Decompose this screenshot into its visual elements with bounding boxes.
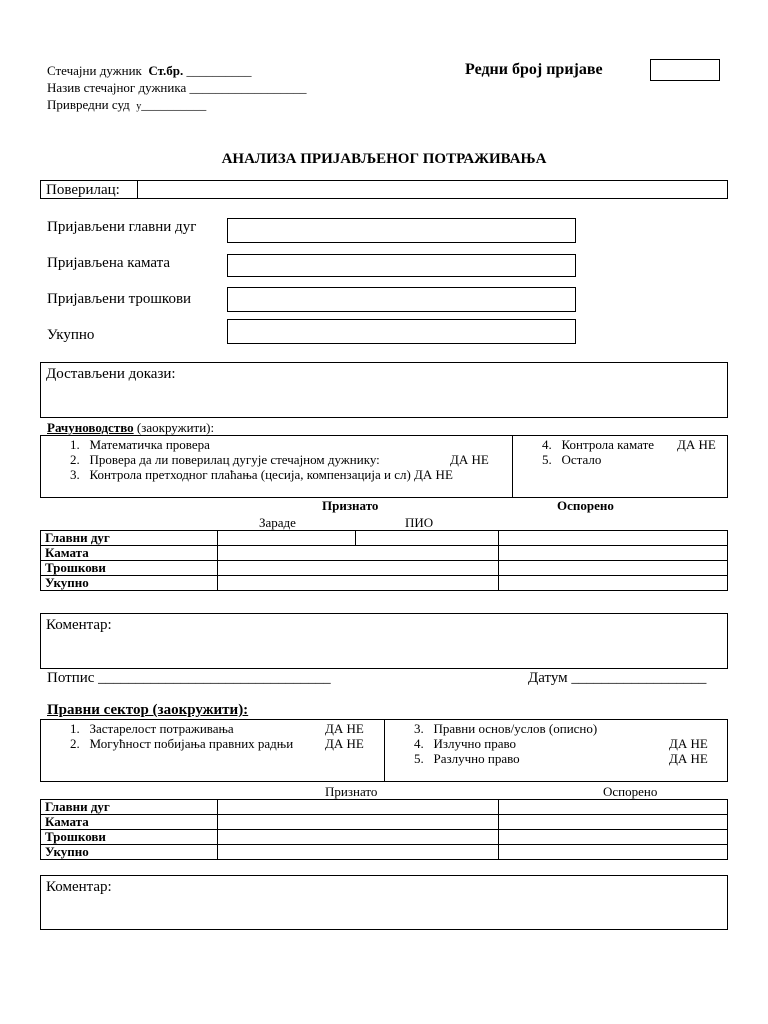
row-label: Трошкови <box>41 561 218 576</box>
accounting-sub-pio: ПИО <box>405 515 434 530</box>
legal-heading: Правни сектор (заокружити): <box>47 702 249 718</box>
row-label: Укупно <box>41 845 218 860</box>
principal-field[interactable] <box>227 218 576 243</box>
accounting-table <box>40 530 728 591</box>
debtor-label: Стечајни дужник <box>47 63 142 78</box>
table-row <box>41 546 728 561</box>
date-field[interactable]: __________________ <box>571 670 707 686</box>
costs-field[interactable] <box>227 287 576 312</box>
cell-wages[interactable] <box>217 531 355 546</box>
row-label: Укупно <box>41 576 218 591</box>
legal-item-4-yn[interactable]: ДА НЕ <box>669 736 708 751</box>
court-field[interactable]: __________ <box>141 97 207 112</box>
legal-item-2: 2. Могућност побијања правних радњи ДА НЕ <box>70 736 364 751</box>
cell-pio[interactable] <box>355 531 499 546</box>
interest-field[interactable] <box>227 254 576 277</box>
creditor-box <box>40 180 728 199</box>
interest-label: Пријављена камата <box>47 255 171 271</box>
signature-line <box>47 670 331 687</box>
debtor-name-field[interactable]: __________________ <box>189 80 307 95</box>
evidence-box[interactable] <box>40 362 728 418</box>
accounting-comment-label: Коментар: <box>46 617 112 633</box>
legal-item-4: 4. Излучно право ДА НЕ <box>414 736 708 751</box>
cell-disputed[interactable] <box>499 546 728 561</box>
legal-item-1-yn[interactable]: ДА НЕ <box>325 721 364 736</box>
total-label: Укупно <box>47 327 95 343</box>
creditor-label: Поверилац: <box>46 182 120 198</box>
court-label: Привредни суд <box>47 97 130 112</box>
debtor-name-label: Назив стечајног дужника <box>47 80 187 95</box>
page-title: АНАЛИЗА ПРИЈАВЉЕНОГ ПОТРАЖИВАЊА <box>221 151 547 167</box>
cell-disputed[interactable] <box>499 830 728 845</box>
cell-recognized[interactable] <box>217 546 499 561</box>
table-row <box>41 531 728 546</box>
row-label: Главни дуг <box>41 531 218 546</box>
accounting-item-2-yn[interactable]: ДА НЕ <box>450 452 489 467</box>
debtor-line <box>47 63 251 79</box>
court-line <box>47 97 206 113</box>
legal-col-recognized: Признато <box>325 784 378 799</box>
accounting-item-4-yn[interactable]: ДА НЕ <box>677 437 716 452</box>
cell-recognized[interactable] <box>217 800 499 815</box>
accounting-item-5: 5. Остало <box>542 452 602 467</box>
table-row <box>41 845 728 860</box>
table-row <box>41 576 728 591</box>
date-line <box>528 670 706 687</box>
serial-field[interactable] <box>650 59 720 81</box>
cell-disputed[interactable] <box>499 531 728 546</box>
accounting-checklist-divider <box>512 436 513 497</box>
case-no-label: Ст.бр. <box>148 63 184 78</box>
legal-item-5-yn[interactable]: ДА НЕ <box>669 751 708 766</box>
total-field[interactable] <box>227 319 576 344</box>
cell-recognized[interactable] <box>217 830 499 845</box>
accounting-item-1: 1. Математичка провера <box>70 437 210 452</box>
principal-label: Пријављени главни дуг <box>47 219 197 235</box>
table-row <box>41 561 728 576</box>
cell-recognized[interactable] <box>217 815 499 830</box>
legal-comment-box[interactable] <box>40 875 728 930</box>
cell-disputed[interactable] <box>499 561 728 576</box>
costs-label: Пријављени трошкови <box>47 291 192 307</box>
legal-checklist <box>40 719 728 782</box>
cell-recognized[interactable] <box>217 845 499 860</box>
cell-disputed[interactable] <box>499 576 728 591</box>
legal-item-5: 5. Разлучно право ДА НЕ <box>414 751 708 766</box>
debtor-name-line <box>47 80 306 96</box>
accounting-heading-note: (заокружити): <box>133 420 215 435</box>
date-label: Датум <box>528 670 568 686</box>
table-row <box>41 815 728 830</box>
legal-item-1: 1. Застарелост потраживања ДА НЕ <box>70 721 364 736</box>
serial-label: Редни број пријаве <box>465 61 603 78</box>
legal-checklist-divider <box>384 720 385 781</box>
legal-item-3: 3. Правни основ/услов (описно) <box>414 721 598 736</box>
legal-table <box>40 799 728 860</box>
case-no-field[interactable]: __________ <box>186 63 252 78</box>
row-label: Трошкови <box>41 830 218 845</box>
legal-col-disputed: Оспорено <box>603 784 658 799</box>
court-in: у <box>136 101 142 112</box>
accounting-comment-box[interactable] <box>40 613 728 669</box>
creditor-field[interactable] <box>138 181 726 198</box>
table-row <box>41 800 728 815</box>
cell-recognized[interactable] <box>217 561 499 576</box>
accounting-item-3[interactable]: 3. Контрола претходног плаћања (цесија, компензација и сл) ДА НЕ <box>70 467 453 482</box>
accounting-col-disputed: Оспорено <box>557 498 614 513</box>
legal-item-2-yn[interactable]: ДА НЕ <box>325 736 364 751</box>
row-label: Главни дуг <box>41 800 218 815</box>
accounting-item-2: 2. Провера да ли поверилац дугује стечајном дужнику: ДА НЕ <box>70 452 489 467</box>
row-label: Камата <box>41 546 218 561</box>
cell-recognized[interactable] <box>217 576 499 591</box>
accounting-heading <box>47 420 214 436</box>
signature-label: Потпис <box>47 670 95 686</box>
accounting-col-recognized: Признато <box>322 498 379 513</box>
cell-disputed[interactable] <box>499 815 728 830</box>
evidence-label: Достављени докази: <box>46 366 176 382</box>
accounting-item-4: 4. Контрола камате ДА НЕ <box>542 437 716 452</box>
cell-disputed[interactable] <box>499 845 728 860</box>
accounting-checklist <box>40 435 728 498</box>
legal-comment-label: Коментар: <box>46 879 112 895</box>
table-row <box>41 830 728 845</box>
accounting-heading-title: Рачуноводство <box>47 420 134 435</box>
signature-field[interactable]: _______________________________ <box>98 670 331 686</box>
row-label: Камата <box>41 815 218 830</box>
cell-disputed[interactable] <box>499 800 728 815</box>
accounting-sub-wages: Зараде <box>259 515 296 530</box>
